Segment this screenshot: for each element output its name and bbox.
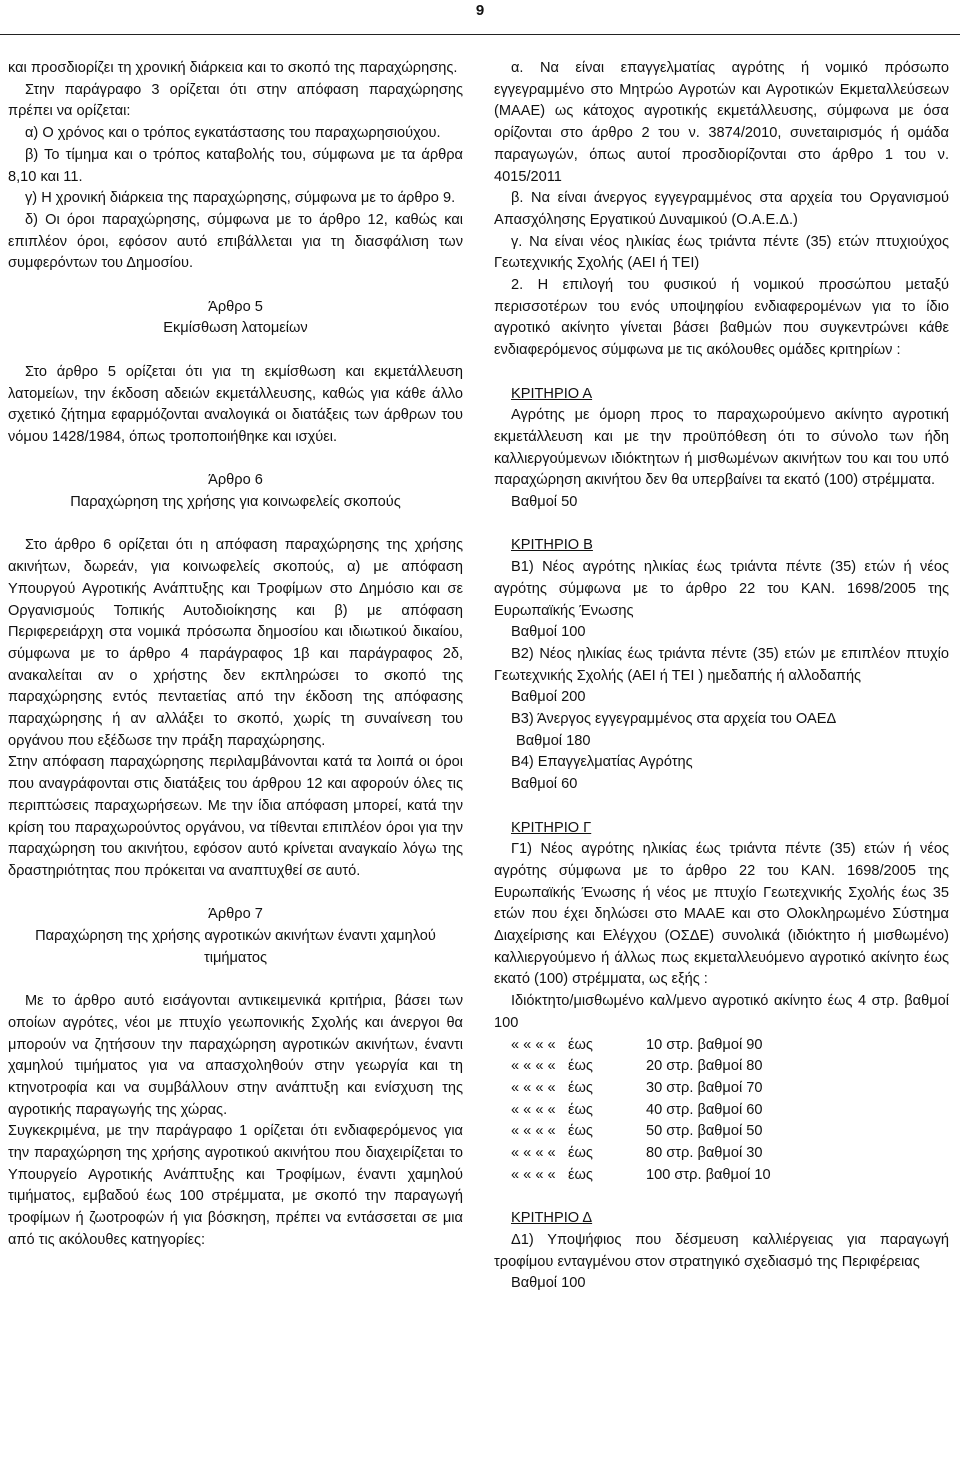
paragraph: α) Ο χρόνος και ο τρόπος εγκατάστασης του παραχωρησιούχου.: [25, 125, 441, 142]
article-title: Παραχώρηση της χρήσης αγροτικών ακινήτων έναντι χαμηλού τιμήματος: [35, 928, 436, 966]
paragraph: Στην απόφαση παραχώρησης περιλαμβάνονται κατά τα λοιπά οι όροι που αναγράφονται στις διατάξεις του άρθρου 12 και αφορούν όλες τις περιπτώσεις παραχωρήσεων. Με την ίδια απόφαση μπορεί, κατά την κρίση του παραχωρούντος οργάνου, να τίθενται επιπλέον όροι για την παραχώρηση του ακινήτου, εφόσον αυτό κρίνεται αναγκαίο λόγω της δραστηριότητας που πρόκειται να αναπτυχθεί σε αυτό.: [8, 754, 463, 879]
table-cell-quotes: « « « «: [511, 1036, 556, 1053]
table-cell-word: έως: [568, 1145, 593, 1162]
paragraph: β. Να είναι άνεργος εγγεγραμμένος στα αρχεία του Οργανισμού Απασχόλησης Εργατικού Δυναμικού (Ο.Α.Ε.Δ.): [494, 190, 949, 228]
paragraph: α. Να είναι επαγγελματίας αγρότης ή νομικό πρόσωπο εγγεγραμμένο στο Μητρώο Αγροτών και Αγροτικών Εκμεταλλεύσεων (ΜΑΑΕ) ως κάτοχος αγροτικής εκμετάλλευσης, σύμφωνα με όσα ορίζονται στο άρθρο 2 του ν. 3874/2010, συνεταιρισμός ή ομάδα παραγωγών, όπως αυτοί προσδιορίζονται στο άρθρο 1 του ν. 4015/2011: [494, 60, 949, 185]
table-cell-quotes: « « « «: [511, 1166, 556, 1183]
score: Βαθμοί 100: [511, 1275, 586, 1292]
paragraph: Β1) Νέος αγρότης ηλικίας έως τριάντα πέντε (35) ετών ή νέος αγρότης σύμφωνα με το άρθρο 22 του ΚΑΝ. 1698/2005 της Ευρωπαϊκής Ένωσης: [494, 559, 949, 619]
paragraph: γ) Η χρονική διάρκεια της παραχώρησης, σύμφωνα με το άρθρο 9.: [25, 190, 456, 207]
paragraph: και προσδιορίζει τη χρονική διάρκεια και το σκοπό της παραχώρησης.: [8, 60, 458, 76]
paragraph: γ. Να είναι νέος ηλικίας έως τριάντα πέντε (35) ετών πτυχιούχος Γεωτεχνικής Σχολής (ΑΕΙ ή ΤΕΙ): [494, 233, 949, 272]
criterion-title: ΚΡΙΤΗΡΙΟ Α: [511, 385, 593, 402]
table-row: [494, 1165, 949, 1187]
paragraph: Γ1) Νέος αγρότης ηλικίας έως τριάντα πέντε (35) ετών ή νέος αγρότης σύμφωνα με το άρθρο 22 του ΚΑΝ. 1698/2005 της Ευρωπαϊκής Ένωσης ή νέος με πτυχίο Γεωτεχνικής Σχολής έως 35 ετών που έχει δηλώσει στο ΜΑΑΕ και στο Ολοκληρωμένο Σύστημα Διαχείρισης και Ελέγχου (ΟΣΔΕ) συνολικά (ιδιόκτητο ή μισθωμένο) καλλιεργούμενο ή άλλως πως εκμεταλλευόμενο αγροτικό ακίνητο έως εκατό (100) στρέμματα, ως εξής :: [494, 841, 949, 988]
table-cell-quotes: « « « «: [511, 1080, 556, 1096]
article-heading: Άρθρο 7: [208, 906, 263, 923]
table-cell-value: 80 στρ. βαθμοί 30: [646, 1145, 763, 1162]
table-cell-quotes: « « « «: [511, 1123, 556, 1140]
paragraph: Β2) Νέος ηλικίας έως τριάντα πέντε (35) ετών με επιπλέον πτυχίο Γεωτεχνικής Σχολής (ΑΕΙ ή ΤΕΙ ) ημεδαπής ή αλλοδαπής: [494, 645, 949, 684]
table-cell-value: 20 στρ. βαθμοί 80: [646, 1058, 763, 1075]
table-row: [494, 1056, 949, 1078]
paragraph: Συγκεκριμένα, με την παράγραφο 1 ορίζεται ότι ενδιαφερόμενος για την παραχώρηση της χρήσης αγροτικού ακινήτου που διαχειρίζεται το Υπουργείο Αγροτικής Ανάπτυξης και Τροφίμων, έναντι χαμηλού τιμήματος, εμβαδού έως 100 στρέμματα, με σκοπό την παραγωγή τροφίμων ή ζωοτροφών ή για βόσκηση, πρέπει να εντάσσεται σε μια από τις ακόλουθες κατηγορίες:: [8, 1123, 463, 1248]
table-cell-value: 50 στρ. βαθμοί 50: [646, 1123, 763, 1140]
paragraph: β) Το τίμημα και ο τρόπος καταβολής του, σύμφωνα με τα άρθρα 8,10 και 11.: [8, 146, 463, 185]
paragraph: Αγρότης με όμορη προς το παραχωρούμενο ακίνητο αγροτική εκμετάλλευση και με την προϋπόθεση ότι το σύνολο των ήδη καλλιεργούμενων ιδιόκτητων ή μισθωμένων ακινήτων του και του υπό παραχώρηση ακινήτου δεν θα υπερβαίνει τα εκατό (100) στρέμματα.: [494, 407, 949, 489]
paragraph: Με το άρθρο αυτό εισάγονται αντικειμενικά κριτήρια, βάσει των οποίων αγρότες, νέοι με πτυχίο γεωπονικής Σχολής και άνεργοι θα μπορούν να ζητήσουν την παραχώρηση αγροτικών ακινήτων, έναντι χαμηλού τιμήματος για να απασχοληθούν στην γεωργία και τη κτηνοτροφία και να συμβάλλουν στην ανάπτυξη και ενίσχυση της αγροτικής παραγωγής της χώρας.: [8, 993, 463, 1118]
paragraph: Β4) Επαγγελματίας Αγρότης: [511, 754, 693, 771]
criterion-title: ΚΡΙΤΗΡΙΟ Β: [511, 537, 593, 554]
header-rule: [0, 34, 960, 35]
paragraph: Στο άρθρο 6 ορίζεται ότι η απόφαση παραχώρησης της χρήσης ακινήτων, δωρεάν, για κοινωφελείς σκοπούς, α) με απόφαση Υπουργού Αγροτικής Ανάπτυξης και Τροφίμων στο Δημόσιο και σε Οργανισμούς Τοπικής Αυτοδιοίκησης και β) με απόφαση Περιφερειάρχη στα νομικά πρόσωπα δημοσίου και ιδιωτικού δικαίου, σύμφωνα με το άρθρο 4 παράγραφος 1β και παράγραφος 2δ, ανακαλείται αν ο χρήστης δεν εκπληρώσει το σκοπό της παραχώρησης εντός πενταετίας από την έκδοση της απόφασης παραχώρησης ή αν αλλάξει το σκοπό, χωρίς τη συναίνεση του οργάνου που εξέδωσε την πράξη παραχώρησης.: [8, 537, 463, 749]
table-cell-quotes: « « « «: [511, 1101, 556, 1118]
criterion-title: ΚΡΙΤΗΡΙΟ Γ: [511, 819, 592, 836]
table-cell-value: 10 στρ. βαθμοί 90: [646, 1036, 763, 1053]
score: Βαθμοί 50: [511, 494, 578, 511]
paragraph: 2. Η επιλογή του φυσικού ή νομικού προσώπου μεταξύ περισσοτέρων του ενός υποψηφίου ενδιαφερομένων για το ίδιο αγροτικό ακίνητο γίνεται βάσει βαθμών που συγκεντρώνει κάθε ενδιαφερόμενος σύμφωνα με τις ακόλουθες ομάδες κριτηρίων :: [494, 277, 949, 359]
table-cell-quotes: « « « «: [511, 1145, 556, 1162]
page-number: 9: [475, 2, 485, 19]
article-heading: Άρθρο 5: [208, 298, 263, 315]
table-cell-value: 40 στρ. βαθμοί 60: [646, 1101, 763, 1118]
table-cell-word: έως: [568, 1123, 593, 1140]
article-title: Παραχώρηση της χρήσης για κοινωφελείς σκοπούς: [70, 494, 401, 511]
score: Βαθμοί 60: [511, 776, 578, 793]
table-cell-word: έως: [568, 1101, 593, 1118]
table-row: [494, 1078, 949, 1100]
table-cell-value: 30 στρ. βαθμοί 70: [646, 1080, 763, 1096]
paragraph: Στο άρθρο 5 ορίζεται ότι για τη εκμίσθωση και εκμετάλλευση λατομείων, την έκδοση αδειών εκμετάλλευσης, καθώς για κάθε άλλο σχετικό ζήτημα εφαρμόζονται αναλογικά οι διατάξεις των άρθρων του νόμου 1428/1984, όπως τροποποιήθηκε και ισχύει.: [8, 363, 463, 445]
article-heading: Άρθρο 6: [208, 472, 263, 489]
table-row: [494, 1121, 949, 1143]
score: Βαθμοί 200: [511, 689, 586, 706]
table-row: [494, 1100, 949, 1122]
paragraph: δ) Οι όροι παραχώρησης, σύμφωνα με το άρθρο 12, καθώς και επιπλέον όροι, εφόσον αυτό επιβάλλεται για τη διασφάλιση των συμφερόντων του Δημοσίου.: [8, 211, 463, 272]
table-row: [494, 1035, 949, 1057]
table-cell-word: έως: [568, 1036, 593, 1053]
table-cell-quotes: « « « «: [511, 1058, 556, 1075]
paragraph: Β3) Άνεργος εγγεγραμμένος στα αρχεία του ΟΑΕΔ: [511, 711, 837, 728]
score: Βαθμοί 100: [511, 624, 586, 641]
paragraph: Δ1) Υποψήφιος που δέσμευση καλλιέργειας για παραγωγή τροφίμου ενταγμένου στον στρατηγικό σχεδιασμό της Περιφέρειας: [494, 1231, 949, 1270]
table-cell-value: 100 στρ. βαθμοί 10: [646, 1166, 771, 1183]
score: Βαθμοί 180: [516, 732, 591, 749]
criterion-title: ΚΡΙΤΗΡΙΟ Δ: [511, 1210, 593, 1227]
table-cell-word: έως: [568, 1166, 593, 1183]
left-column: [8, 58, 463, 1252]
article-title: Εκμίσθωση λατομείων: [163, 320, 308, 337]
paragraph: Στην παράγραφο 3 ορίζεται ότι στην απόφαση παραχώρησης πρέπει να ορίζεται:: [8, 81, 463, 120]
table-cell-word: έως: [568, 1058, 593, 1075]
table-row: [494, 1143, 949, 1165]
right-column: [494, 58, 949, 1295]
table-cell-word: έως: [568, 1080, 593, 1096]
score-table: [494, 1035, 949, 1187]
paragraph: Ιδιόκτητο/μισθωμένο καλ/μενο αγροτικό ακίνητο έως 4 στρ. βαθμοί 100: [494, 993, 949, 1031]
